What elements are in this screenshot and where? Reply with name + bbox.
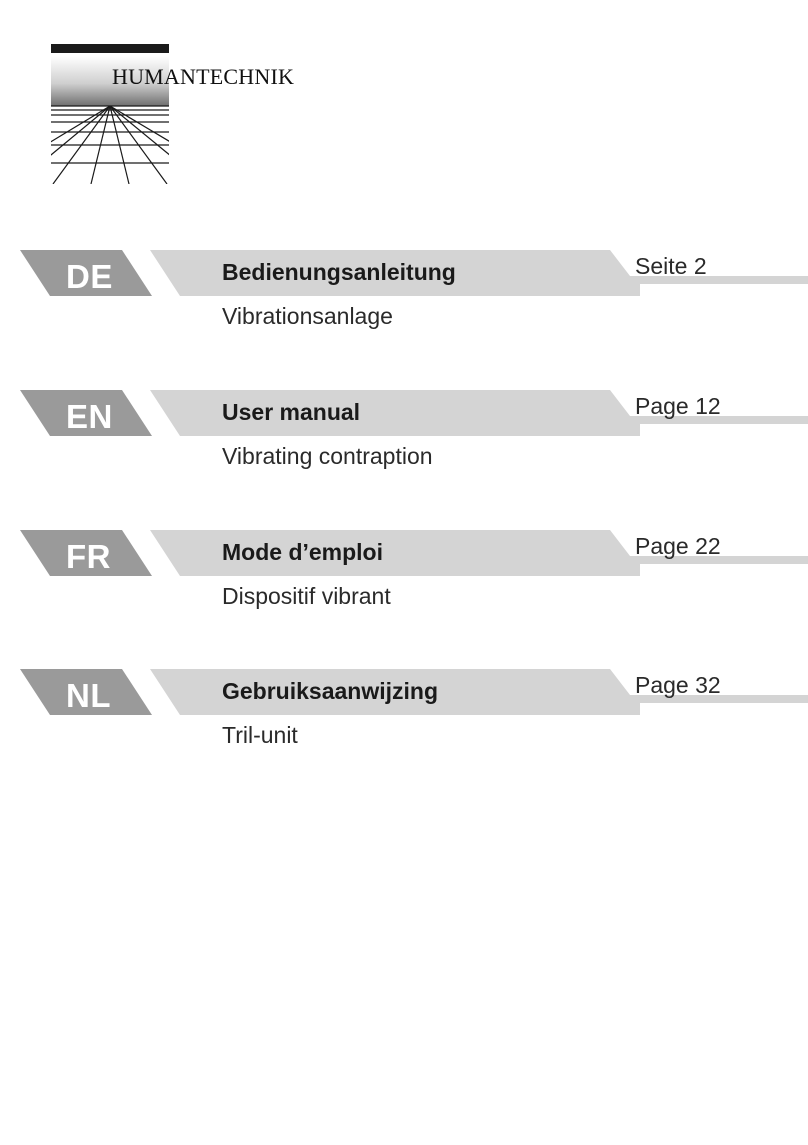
page-reference: Page 12 bbox=[635, 393, 721, 419]
page-reference: Page 22 bbox=[635, 533, 721, 559]
product-subtitle: Vibrating contraption bbox=[222, 443, 433, 469]
humantechnik-logo bbox=[51, 44, 321, 184]
manual-title: Gebruiksaanwijzing bbox=[222, 678, 438, 704]
manual-title: Bedienungsanleitung bbox=[222, 259, 456, 285]
manual-title: User manual bbox=[222, 399, 361, 425]
language-section-fr[interactable] bbox=[0, 530, 808, 640]
page-reference: Page 32 bbox=[635, 672, 721, 698]
language-code: NL bbox=[66, 677, 111, 714]
language-code: FR bbox=[66, 538, 111, 575]
page-reference: Seite 2 bbox=[635, 253, 707, 279]
language-code: DE bbox=[66, 258, 113, 295]
language-section-nl[interactable] bbox=[0, 669, 808, 779]
language-code: EN bbox=[66, 398, 113, 435]
language-section-en[interactable] bbox=[0, 390, 808, 500]
product-subtitle: Vibrationsanlage bbox=[222, 303, 393, 329]
product-subtitle: Tril-unit bbox=[222, 722, 298, 748]
brand-name: HUMANTECHNIK bbox=[112, 64, 295, 89]
manual-title: Mode d’emploi bbox=[222, 539, 383, 565]
product-subtitle: Dispositif vibrant bbox=[222, 583, 391, 609]
language-section-de[interactable] bbox=[0, 250, 808, 360]
